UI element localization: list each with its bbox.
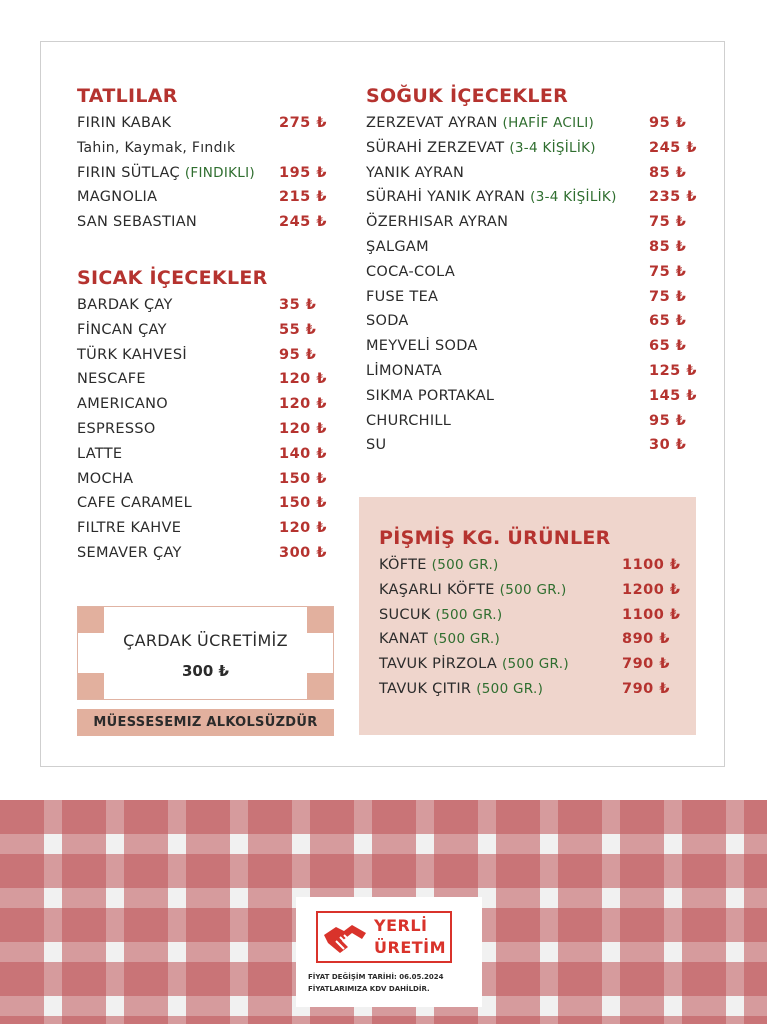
item-price: 300 ₺ <box>279 544 327 561</box>
item-name: TAVUK ÇITIR <box>379 680 472 697</box>
menu-item <box>77 516 332 541</box>
handshake-icon <box>322 919 368 957</box>
vat-included-note: FİYATLARIMIZA KDV DAHİLDİR. <box>308 985 430 993</box>
item-price: 275 ₺ <box>279 115 327 131</box>
menu-item <box>77 417 332 442</box>
gingham-stripe <box>0 1016 767 1024</box>
item-price: 95 ₺ <box>279 346 317 363</box>
item-name: KAŞARLI KÖFTE <box>379 581 495 598</box>
sicak-list <box>77 293 332 566</box>
item-name: KÖFTE <box>379 557 427 573</box>
item-price: 1100 ₺ <box>622 606 681 623</box>
cardak-fee-box <box>77 606 334 700</box>
price-change-date: FİYAT DEĞİŞİM TARİHİ: 06.05.2024 <box>308 973 444 981</box>
section-title-pismis: PİŞMİŞ KG. ÜRÜNLER <box>379 527 611 549</box>
menu-item <box>77 467 332 492</box>
menu-item <box>379 652 679 677</box>
item-name: SÜRAHİ YANIK AYRAN <box>366 189 526 206</box>
menu-item <box>366 359 701 384</box>
menu-item <box>77 442 332 467</box>
item-note: (500 GR.) <box>435 606 503 623</box>
item-price: 65 ₺ <box>649 313 687 330</box>
item-name: FİNCAN ÇAY <box>77 321 167 338</box>
item-price: 75 ₺ <box>649 214 687 231</box>
item-price: 1200 ₺ <box>622 581 681 598</box>
item-name: SEMAVER ÇAY <box>77 544 182 561</box>
item-price: 35 ₺ <box>279 297 317 313</box>
gingham-stripe <box>0 800 767 834</box>
item-name: FUSE TEA <box>366 288 439 305</box>
item-price: 195 ₺ <box>279 164 327 181</box>
menu-item <box>379 578 679 603</box>
menu-item <box>77 343 332 368</box>
item-price: 85 ₺ <box>649 164 687 181</box>
pismis-list <box>379 553 679 702</box>
item-price: 125 ₺ <box>649 362 697 379</box>
item-name: SIKMA PORTAKAL <box>366 387 495 404</box>
item-price: 95 ₺ <box>649 412 687 429</box>
item-note: (500 GR.) <box>431 557 499 573</box>
item-price: 145 ₺ <box>649 387 697 404</box>
item-note: (500 GR.) <box>501 656 569 673</box>
section-soguk <box>366 85 701 458</box>
menu-item <box>366 136 701 161</box>
menu-item <box>366 161 701 186</box>
item-name: SUCUK <box>379 606 431 623</box>
menu-item <box>77 111 332 136</box>
item-name: CAFE CARAMEL <box>77 495 192 512</box>
item-price: 150 ₺ <box>279 495 327 512</box>
gingham-stripe <box>0 854 767 888</box>
item-price: 120 ₺ <box>279 520 327 537</box>
item-price: 245 ₺ <box>649 139 697 156</box>
item-name: COCA-COLA <box>366 263 456 280</box>
item-note: (500 GR.) <box>476 680 544 697</box>
item-note: (HAFİF ACILI) <box>502 115 595 131</box>
section-title-sicak: SICAK İÇECEKLER <box>77 267 268 289</box>
item-name: KANAT <box>379 631 429 648</box>
item-name: AMERICANO <box>77 396 168 413</box>
item-name: SODA <box>366 313 409 330</box>
yerli-uretim-logo <box>316 911 452 963</box>
item-price: 1100 ₺ <box>622 557 681 573</box>
item-name: ŞALGAM <box>366 238 429 255</box>
menu-item <box>77 185 332 210</box>
menu-item <box>366 433 701 458</box>
tatlilar-list <box>77 111 332 235</box>
section-sicak <box>77 267 332 566</box>
menu-item <box>379 553 679 578</box>
item-name: LİMONATA <box>366 362 442 379</box>
menu-item <box>366 334 701 359</box>
item-price: 215 ₺ <box>279 189 327 206</box>
menu-item <box>77 161 332 186</box>
item-price: 30 ₺ <box>649 437 687 454</box>
section-title-tatlilar: TATLILAR <box>77 85 178 107</box>
alcohol-free-notice: MÜESSESEMIZ ALKOLSÜZDÜR <box>77 709 334 736</box>
item-name: NESCAFE <box>77 371 146 388</box>
section-title-soguk: SOĞUK İÇECEKLER <box>366 85 569 107</box>
item-price: 120 ₺ <box>279 371 327 388</box>
item-note: (3-4 KİŞİLİK) <box>509 139 596 156</box>
item-name: ZERZEVAT AYRAN <box>366 115 498 131</box>
menu-item <box>77 318 332 343</box>
item-price: 75 ₺ <box>649 288 687 305</box>
logo-word-yerli: YERLİ <box>374 916 428 935</box>
logo-word-uretim: ÜRETİM <box>374 938 447 957</box>
item-note: (500 GR.) <box>499 581 567 598</box>
item-price: 55 ₺ <box>279 321 317 338</box>
item-price: 65 ₺ <box>649 338 687 355</box>
pismis-content <box>379 527 679 702</box>
yerli-uretim-badge <box>296 897 482 1007</box>
item-price: 95 ₺ <box>649 115 687 131</box>
item-name: CHURCHILL <box>366 412 452 429</box>
item-name: FIRIN KABAK <box>77 115 172 131</box>
item-name: MAGNOLIA <box>77 189 158 206</box>
menu-item <box>366 409 701 434</box>
item-note: (3-4 KİŞİLİK) <box>530 189 617 206</box>
item-name: YANIK AYRAN <box>366 164 465 181</box>
item-name: TÜRK KAHVESİ <box>77 346 187 363</box>
menu-item <box>366 309 701 334</box>
item-name: ESPRESSO <box>77 420 156 437</box>
item-name: LATTE <box>77 445 123 462</box>
item-price: 890 ₺ <box>622 631 670 648</box>
menu-item <box>77 541 332 566</box>
item-note: (FINDIKLI) <box>184 164 255 181</box>
item-price: 790 ₺ <box>622 680 670 697</box>
menu-item <box>77 210 332 235</box>
menu-item <box>366 285 701 310</box>
menu-item <box>379 677 679 702</box>
menu-item <box>77 367 332 392</box>
menu-item-subtext <box>77 136 332 161</box>
item-name: TAVUK PİRZOLA <box>379 656 498 673</box>
menu-item <box>366 260 701 285</box>
menu-item <box>366 111 701 136</box>
cardak-label: ÇARDAK ÜCRETİMİZ <box>123 631 288 650</box>
corner-decoration <box>78 607 104 633</box>
item-description: Tahin, Kaymak, Fındık <box>77 139 236 156</box>
item-price: 245 ₺ <box>279 214 327 231</box>
item-name: ÖZERHISAR AYRAN <box>366 214 509 231</box>
menu-item <box>366 235 701 260</box>
item-price: 140 ₺ <box>279 445 327 462</box>
menu-item <box>366 210 701 235</box>
item-name: SÜRAHİ ZERZEVAT <box>366 139 505 156</box>
item-name: SU <box>366 437 387 454</box>
menu-item <box>379 603 679 628</box>
item-price: 75 ₺ <box>649 263 687 280</box>
menu-frame <box>40 41 725 767</box>
item-price: 120 ₺ <box>279 396 327 413</box>
item-name: BARDAK ÇAY <box>77 297 173 313</box>
item-price: 150 ₺ <box>279 470 327 487</box>
item-price: 235 ₺ <box>649 189 697 206</box>
menu-item <box>379 627 679 652</box>
pismis-panel <box>359 497 696 735</box>
menu-item <box>77 491 332 516</box>
menu-item <box>366 384 701 409</box>
item-name: FILTRE KAHVE <box>77 520 182 537</box>
menu-item <box>77 392 332 417</box>
item-price: 790 ₺ <box>622 656 670 673</box>
menu-item <box>366 185 701 210</box>
item-price: 120 ₺ <box>279 420 327 437</box>
item-name: MEYVELİ SODA <box>366 338 478 355</box>
item-name: FIRIN SÜTLAÇ <box>77 164 180 181</box>
item-price: 85 ₺ <box>649 238 687 255</box>
cardak-price: 300 ₺ <box>182 662 229 680</box>
item-note: (500 GR.) <box>433 631 501 648</box>
item-name: MOCHA <box>77 470 134 487</box>
section-tatlilar <box>77 85 332 235</box>
item-name: SAN SEBASTIAN <box>77 214 198 231</box>
soguk-list <box>366 111 701 458</box>
menu-item <box>77 293 332 318</box>
corner-decoration <box>307 607 333 633</box>
